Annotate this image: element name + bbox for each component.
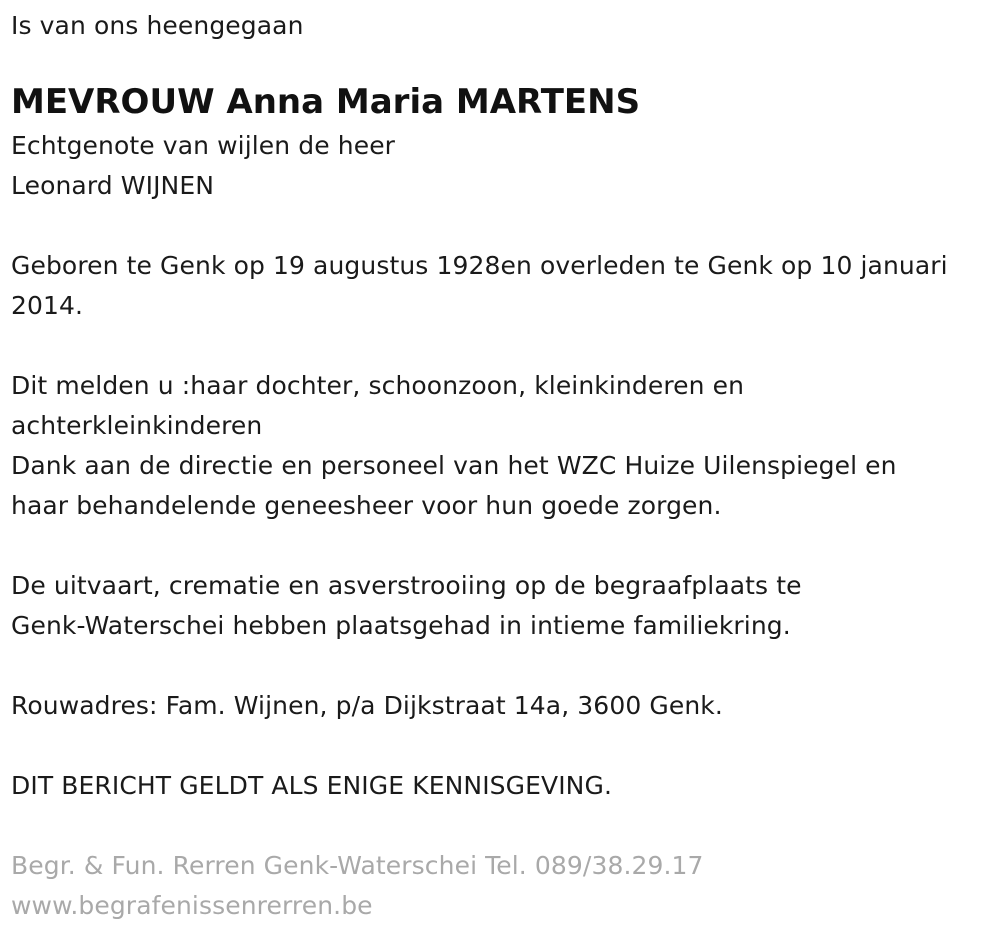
- funeral-line-1: De uitvaart, crematie en asverstrooiing op de begraafplaats te: [11, 571, 802, 600]
- death-notice: [11, 0, 991, 926]
- birth-death-line-2: 2014.: [11, 291, 84, 320]
- spacer: [11, 646, 991, 686]
- family-line-1: Dit melden u :haar dochter, schoonzoon, kleinkinderen en: [11, 371, 745, 400]
- deceased-name: MEVROUW Anna Maria MARTENS: [11, 82, 641, 122]
- spacer: [11, 206, 991, 246]
- spacer: [11, 806, 991, 846]
- funeral-line-2: Genk-Waterschei hebben plaatsgehad in intieme familiekring.: [11, 611, 791, 640]
- intro-text: Is van ons heengegaan: [11, 11, 304, 40]
- spacer: [11, 326, 991, 366]
- official-notice: DIT BERICHT GELDT ALS ENIGE KENNISGEVING.: [11, 771, 612, 800]
- family-line-2: achterkleinkinderen: [11, 411, 263, 440]
- spacer: [11, 726, 991, 766]
- spacer: [11, 526, 991, 566]
- thanks-line-2: haar behandelende geneesheer voor hun goede zorgen.: [11, 491, 722, 520]
- undertaker-website: www.begrafenissenrerren.be: [11, 891, 373, 920]
- birth-death-line-1: Geboren te Genk op 19 augustus 1928en overleden te Genk op 10 januari: [11, 251, 948, 280]
- spouse-line-1: Echtgenote van wijlen de heer: [11, 131, 396, 160]
- mourning-address: Rouwadres: Fam. Wijnen, p/a Dijkstraat 14a, 3600 Genk.: [11, 691, 723, 720]
- spouse-line-2: Leonard WIJNEN: [11, 171, 215, 200]
- thanks-line-1: Dank aan de directie en personeel van het WZC Huize Uilenspiegel en: [11, 451, 897, 480]
- undertaker-contact: Begr. & Fun. Rerren Genk-Waterschei Tel. 089/38.29.17: [11, 851, 704, 880]
